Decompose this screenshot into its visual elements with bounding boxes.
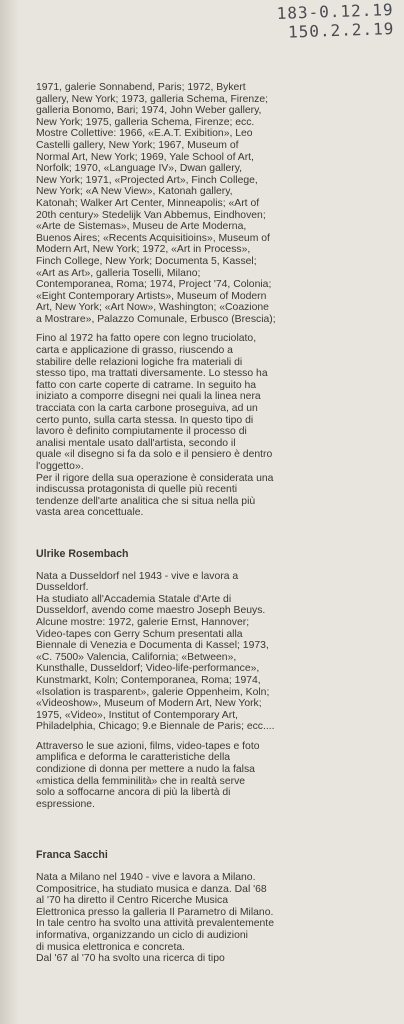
- exhibitions-paragraph: 1971, galerie Sonnabend, Paris; 1972, Bykert gallery, New York; 1973, galleria Schema, Firenze; galleria Bonomo, Bari; 1974, John Weber gallery, New York; 1975, galleria Schema, Firenze; ecc. Mostre Collettive: 1966, «E.A.T. Exibition», Leo Castelli gallery, New York; 1967, Museum of Normal Art, New York; 1969, Yale School of Art, Norfolk; 1970, «Language IV», Dwan gallery, New York; 1971, «Projected Art», Finch College, New York; «A New View», Katonah gallery, Katonah; Walker Art Center, Minneapolis; «Art of 20th century» Stedelijk Van Abbemus, Eindhoven; «Arte de Sistemas», Museu de Arte Moderna, Buenos Aires; «Recents Acquisitioins», Museum of Modern Art, New York; 1972, «Art in Process», Finch College, New York; Documenta 5, Kassel; «Art as Art», galleria Toselli, Milano; Contemporanea, Roma; 1974, Project '74, Colonia; «Eight Contemporary Artists», Museum of Modern Art, New York; «Art Now», Washington; «Coazione a Mostrare», Palazzo Comunale, Erbusco (Brescia);: [36, 82, 276, 325]
- annotation-line-1: 183-0.12.19: [276, 0, 394, 24]
- handwritten-annotation: [276, 0, 394, 42]
- artist-work-paragraph: Attraverso le sue azioni, films, video-tapes e foto amplifica e deforma le caratteristiche della condizione di donna per mettere a nudo la falsa «mistica della femminilità» che in realtà serve solo a soffocarne ancora di più la libertà di espressione.: [36, 740, 260, 810]
- artist-bio-paragraph: Nata a Dusseldorf nel 1943 - vive e lavora a Dusseldorf. Ha studiato all'Accademia Statale d'Arte di Dusseldorf, avendo come maestro Joseph Beuys. Alcune mostre: 1972, galerie Ernst, Hannover; Video-tapes con Gerry Schum presentati alla Biennale di Venezia e Documenta di Kassel; 1973, «C. 7500» Valencia, California; «Between», Kunsthalle, Dusseldorf; Video-life-performance», Kunstmarkt, Koln; Contemporanea, Roma; 1974, «Isolation is trasparent», galerie Oppenheim, Koln; «Videoshow», Museum of Modern Art, New York; 1975, «Video», Institut of Contemporary Art, Philadelphia, Chicago; 9.e Biennale de Paris; ecc....: [36, 570, 275, 733]
- artist-name: Franca Sacchi: [36, 849, 108, 862]
- artist-bio-paragraph: Nata a Milano nel 1940 - vive e lavora a Milano. Compositrice, ha studiato musica e danza. Dal '68 al '70 ha diretto il Centro Ricerche Musica Elettronica presso la galleria Il Parametro di Milano. In tale centro ha svolto una attività prevalentemente informativa, organizzando un ciclo di audizioni di musica elettronica e concreta. Dal '67 al '70 ha svolto una ricerca di tipo: [36, 872, 274, 965]
- work-description-paragraph: Fino al 1972 ha fatto opere con legno truciolato, carta e applicazione di grasso, riuscendo a stabilire delle relazioni logiche fra materiali di stesso tipo, ma trattati diversamente. Lo stesso ha fatto con carte coperte di catrame. In seguito ha iniziato a comporre disegni nei quali la linea nera tracciata con la carta carbone proseguiva, ad un certo punto, sulla carta stessa. In questo tipo di lavoro è definito compiutamente il processo di analisi mentale usato dall'artista, secondo il quale «il disegno si fa da solo e il pensiero è dentro l'oggetto». Per il rigore della sua operazione è considerata una indiscussa protagonista di quelle più recenti tendenze dell'arte analitica che si situa nella più vasta area concettuale.: [36, 333, 274, 519]
- text-column: [36, 82, 391, 973]
- artist-section-sacchi: [36, 850, 391, 964]
- artist-section-rosembach: [36, 549, 391, 810]
- annotation-line-2: 150.2.2.19: [287, 18, 395, 42]
- page-fold-shadow: [0, 0, 18, 1024]
- artist-name: Ulrike Rosembach: [36, 547, 129, 560]
